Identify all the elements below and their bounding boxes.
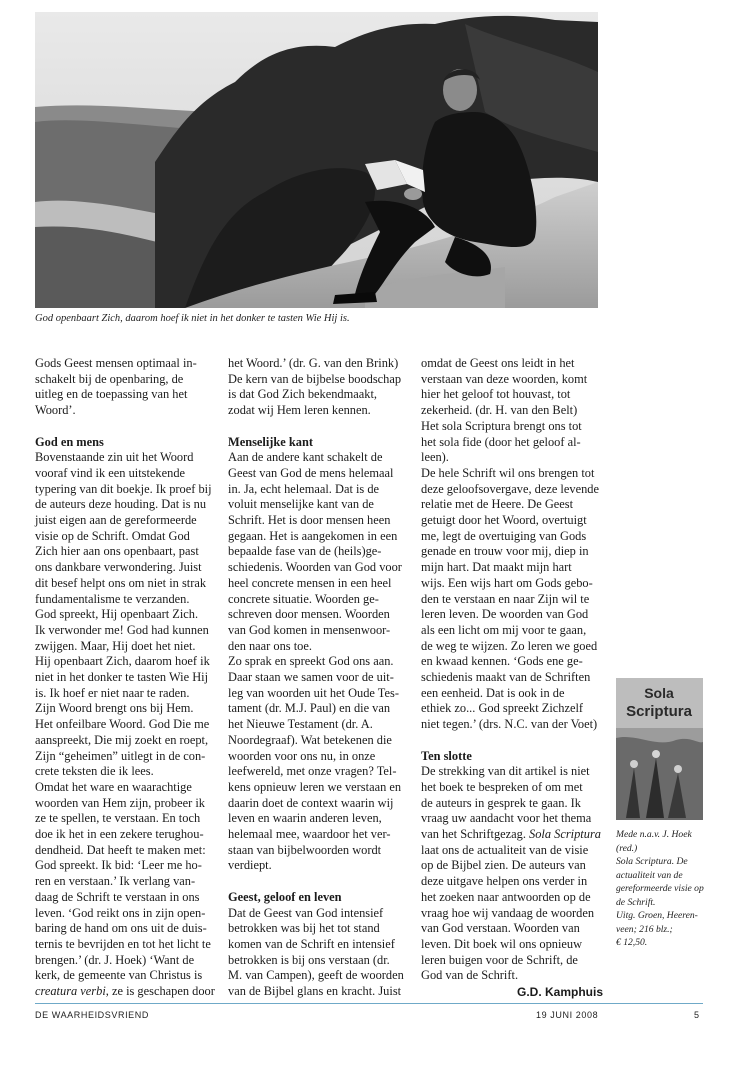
text-line: schreven door mensen. Woorden <box>228 607 390 622</box>
text-line: laat ons de actualiteit van de visie <box>421 842 589 857</box>
text-line: in. Ja, echt helemaal. Dat is de <box>228 481 380 496</box>
text-line: een eenheid. Dat is ook in de <box>421 685 565 700</box>
text-line: zekerheid. (dr. H. van den Belt) <box>421 403 578 418</box>
article-photo <box>35 12 598 308</box>
text-line: Hij openbaart Zich, daarom hoef ik <box>35 654 210 669</box>
section-heading-menselijke-kant: Menselijke kant <box>228 434 314 449</box>
text-line: zodat wij Hem leren kennen. <box>228 403 371 418</box>
text-line: hier het geloof tot houvast, tot <box>421 387 571 402</box>
text-line: leen). <box>421 450 449 465</box>
text-line: leefwereld, met onze vragen? Tel- <box>228 764 397 779</box>
text-line: dit besef helpt ons om niet in strak <box>35 575 207 590</box>
text-line: Daar staan we samen voor de uit- <box>228 670 394 685</box>
text-line: leven en waarin anderen leven, <box>228 811 382 826</box>
text-line: Zich hier aan ons openbaart, past <box>35 544 199 559</box>
text-line: aanspreekt, Die mij zoekt en roept, <box>35 732 209 747</box>
text-line: relatie met de Heere. De Geest <box>421 497 574 512</box>
text-line: betrokken was bij het tot stand <box>228 921 380 936</box>
text-line: schiedenis maakt van de Schriften <box>421 670 591 685</box>
text-line: Omdat het ware en waarachtige <box>35 779 192 794</box>
text-line: van de Bijbel glans en kracht. Juist <box>228 984 402 999</box>
text-line: leren leven. De woorden van God <box>421 607 589 622</box>
text-line: niet in het donker te tasten Wie Hij <box>35 670 209 685</box>
caption-line: (red.) <box>616 842 638 854</box>
text-line: M. van Campen), geeft de woorden <box>228 968 404 983</box>
text-line: concrete situatie. Woorden ge- <box>228 591 379 606</box>
text-line: bepaalde fase van de (heils)ge- <box>228 544 382 559</box>
text-line: kens opnieuw leren we verstaan en <box>228 779 402 794</box>
text-line: Noordegraaf). Wat betekenen die <box>228 732 392 747</box>
text-line: schiedenis. Woorden van God voor <box>228 560 402 575</box>
text-line: van God komen in mensenwoor- <box>228 622 391 637</box>
page-number: 5 <box>694 1010 700 1020</box>
text-line: baring de hand om ons uit de duis- <box>35 921 207 936</box>
text-line: Bovenstaande zin uit het Woord <box>35 450 194 465</box>
text-line: genade en trouw voor mij, diep in <box>421 544 589 559</box>
text-line: visie op de Schrift. Omdat God <box>35 528 190 543</box>
text-line: wijs. Een wijs hart om Gods gebo- <box>421 575 593 590</box>
text-line: woorden voor ons nu, in onze <box>228 748 376 763</box>
book-title-line-2: Scriptura <box>626 703 692 720</box>
text-line: De hele Schrift wil ons brengen tot <box>421 465 595 480</box>
text-line: kerk, de gemeente van Christus is <box>35 968 203 983</box>
book-caption <box>616 828 712 950</box>
text-line: Aan de andere kant schakelt de <box>228 450 383 465</box>
text-line: Het onfeilbare Woord. God Die me <box>35 717 210 732</box>
text-line: typering van dit boekje. Ik proef bij <box>35 481 212 496</box>
text-line: niet tegen.’ (drs. N.C. van der Voet) <box>421 717 598 732</box>
text-line: het boek te bespreken of om met <box>421 779 583 794</box>
caption-line: € 12,50. <box>616 937 648 948</box>
text-line: Ik verwonder me! God had kunnen <box>35 622 209 637</box>
text-line: het zoeken naar antwoorden op de <box>421 889 591 904</box>
text-line: schakelt bij de openbaring, de <box>35 371 184 386</box>
text-line: crete teksten die ik lees. <box>35 764 154 779</box>
text-line: op de Bijbel zien. De auteurs van <box>421 858 586 873</box>
text-line <box>35 984 215 1000</box>
text-line: deze uitgave helpen ons verder in <box>421 874 588 889</box>
text-line: het Nieuwe Testament (dr. A. <box>228 717 373 732</box>
text-line: voluit menselijke kant van de <box>228 497 374 512</box>
text-line: getuigt door het Woord, overtuigt <box>421 513 587 528</box>
caption-line: de Schrift. <box>616 896 656 908</box>
book-title-line-1: Sola <box>644 685 674 701</box>
text-line: Zijn Woord brengt ons bij Hem. <box>35 701 194 716</box>
text-line: me, legt de overtuiging van Gods <box>421 528 587 543</box>
book-cover <box>616 678 703 820</box>
text-line: fundamentalisme te verzanden. <box>35 591 190 606</box>
text-line: leven. ‘God reikt ons in zijn open- <box>35 905 206 920</box>
text-line: uitleg en de toepassing van het <box>35 387 188 402</box>
italic-term: Sola Scriptura <box>529 827 601 842</box>
text-line: verstaan van deze woorden, komt <box>421 371 588 386</box>
text-line: als een licht om mij voor te gaan, <box>421 622 587 637</box>
text-line: ze te spellen, te verstaan. En toch <box>35 811 201 826</box>
text-line: dendheid. Dat heeft te maken met: <box>35 842 206 857</box>
caption-line: veen; 216 blz.; <box>616 923 673 935</box>
text-line: omdat de Geest ons leidt in het <box>421 356 575 370</box>
text-line: den naar ons toe. <box>228 638 312 653</box>
text-line: staan van bijbelwoorden wordt <box>228 842 382 857</box>
caption-line: Uitg. Groen, Heeren- <box>616 910 698 921</box>
text-line: ternis te bevrijden en tot het licht te <box>35 937 211 951</box>
publication-name: DE WAARHEIDSVRIEND <box>35 1010 149 1020</box>
caption-line: actualiteit van de <box>616 869 683 881</box>
text-line: De strekking van dit artikel is niet <box>421 764 590 779</box>
text-line: leg van woorden uit het Oude Tes- <box>228 685 399 700</box>
text-line: de auteurs deze houding. Dat is nu <box>35 497 207 512</box>
text-line: Schrift. Het is door mensen heen <box>228 513 391 528</box>
text-line: God spreekt, Hij openbaart Zich. <box>35 607 199 622</box>
article-column-1 <box>35 356 215 1000</box>
text-line: deze geloofsovergave, deze levende <box>421 481 599 496</box>
text-line: mijn hart. Dat maakt mijn hart <box>421 560 572 575</box>
section-heading-ten-slotte: Ten slotte <box>421 748 472 763</box>
author-signature: G.D. Kamphuis <box>516 985 603 1000</box>
text-line: leren buigen voor de Schrift, de <box>421 952 578 967</box>
text-line: het sola fide (door het geloof al- <box>421 434 581 449</box>
text-line: vooraf vind ik een uitstekende <box>35 465 186 480</box>
text-line <box>421 827 603 843</box>
text-line: betrokken is bij ons verstaan (dr. <box>228 952 390 967</box>
italic-term: creatura verbi <box>35 984 106 999</box>
text-line: heel concrete mensen in een heel <box>228 575 392 590</box>
caption-line: Sola Scriptura. De <box>616 856 688 867</box>
article-column-3 <box>421 356 603 1001</box>
text-line: is. Ik hoef er niet naar te raden. <box>35 685 190 700</box>
caption-line: Mede n.a.v. J. Hoek <box>616 829 692 840</box>
text-line: De kern van de bijbelse boodschap <box>228 371 402 386</box>
text-line: den te verstaan en naar Zijn wil te <box>421 591 590 606</box>
text-line: Zijn “geheimen” uitlegt in de con- <box>35 748 206 763</box>
text-line: het Woord.’ (dr. G. van den Brink) <box>228 356 399 370</box>
text-line: Woord’. <box>35 403 76 418</box>
book-cover-image <box>616 678 703 820</box>
issue-date: 19 JUNI 2008 <box>536 1010 599 1020</box>
text-line: Zo sprak en spreekt God ons aan. <box>228 654 394 669</box>
section-heading-god-en-mens: God en mens <box>35 434 104 449</box>
text-line: Geest van God de mens helemaal <box>228 465 394 480</box>
text-line: Dat de Geest van God intensief <box>228 905 384 920</box>
caption-line: gereformeerde visie op <box>616 883 704 894</box>
text-line: ons dankbare verwondering. Juist <box>35 560 202 575</box>
man-reading-bible-on-rock-photo <box>35 12 598 308</box>
text-line: God van de Schrift. <box>421 968 519 983</box>
text-line: daarin doet de context waarin wij <box>228 795 394 810</box>
text-line: daag de Schrift te verstaan in ons <box>35 889 200 904</box>
text-line: gegaan. Het is aangekomen in een <box>228 528 398 543</box>
text-line: zwijgen. Maar, Hij doet het niet. <box>35 638 196 653</box>
text-line: doe ik het in een zekere terughou- <box>35 827 204 842</box>
text-line: verdiept. <box>228 858 272 873</box>
text-line: van God verstaan. Woorden van <box>421 921 580 936</box>
text-fragment: , ze is geschapen door <box>105 984 215 999</box>
text-line: brengen.’ (dr. J. Hoek) ‘Want de <box>35 952 195 967</box>
text-line: de auteurs in gesprek te gaan. Ik <box>421 795 581 810</box>
text-line: ethiek zo... God spreekt Zichzelf <box>421 701 584 716</box>
text-line: vraag hoe wij vandaag de woorden <box>421 905 595 920</box>
text-line: en kwaad kennen. ‘Gods ene ge- <box>421 654 583 669</box>
text-line: ren en verstaan.’ Ik verlang van- <box>35 874 196 889</box>
text-line: tament (dr. M.J. Paul) en die van <box>228 701 391 716</box>
text-line: de weg te wijzen. Zo leren we goed <box>421 638 598 653</box>
text-line: leven. Dit boek wil ons opnieuw <box>421 937 583 951</box>
text-line: Gods Geest mensen optimaal in- <box>35 356 197 370</box>
article-column-2 <box>228 356 408 1000</box>
text-line: vraag uw aandacht voor het thema <box>421 811 592 826</box>
text-line: juist eigen aan de gereformeerde <box>35 513 197 528</box>
section-heading-geest-geloof-leven: Geest, geloof en leven <box>228 889 342 904</box>
text-line: woorden van Hem zijn, probeer ik <box>35 795 205 810</box>
text-line: komen van de Schrift en intensief <box>228 936 395 951</box>
photo-caption: God openbaart Zich, daarom hoef ik niet in het donker te tasten Wie Hij is. <box>35 313 350 324</box>
text-line: God spreekt. Ik bid: ‘Leer me ho- <box>35 858 202 873</box>
text-line: is dat God Zich bekendmaakt, <box>228 387 377 402</box>
footer-divider <box>35 1003 703 1004</box>
text-line: Het sola Scriptura brengt ons tot <box>421 418 582 433</box>
text-line: helemaal mee, waardoor het ver- <box>228 827 391 842</box>
text-fragment: van het Schriftgezag. <box>421 827 530 842</box>
